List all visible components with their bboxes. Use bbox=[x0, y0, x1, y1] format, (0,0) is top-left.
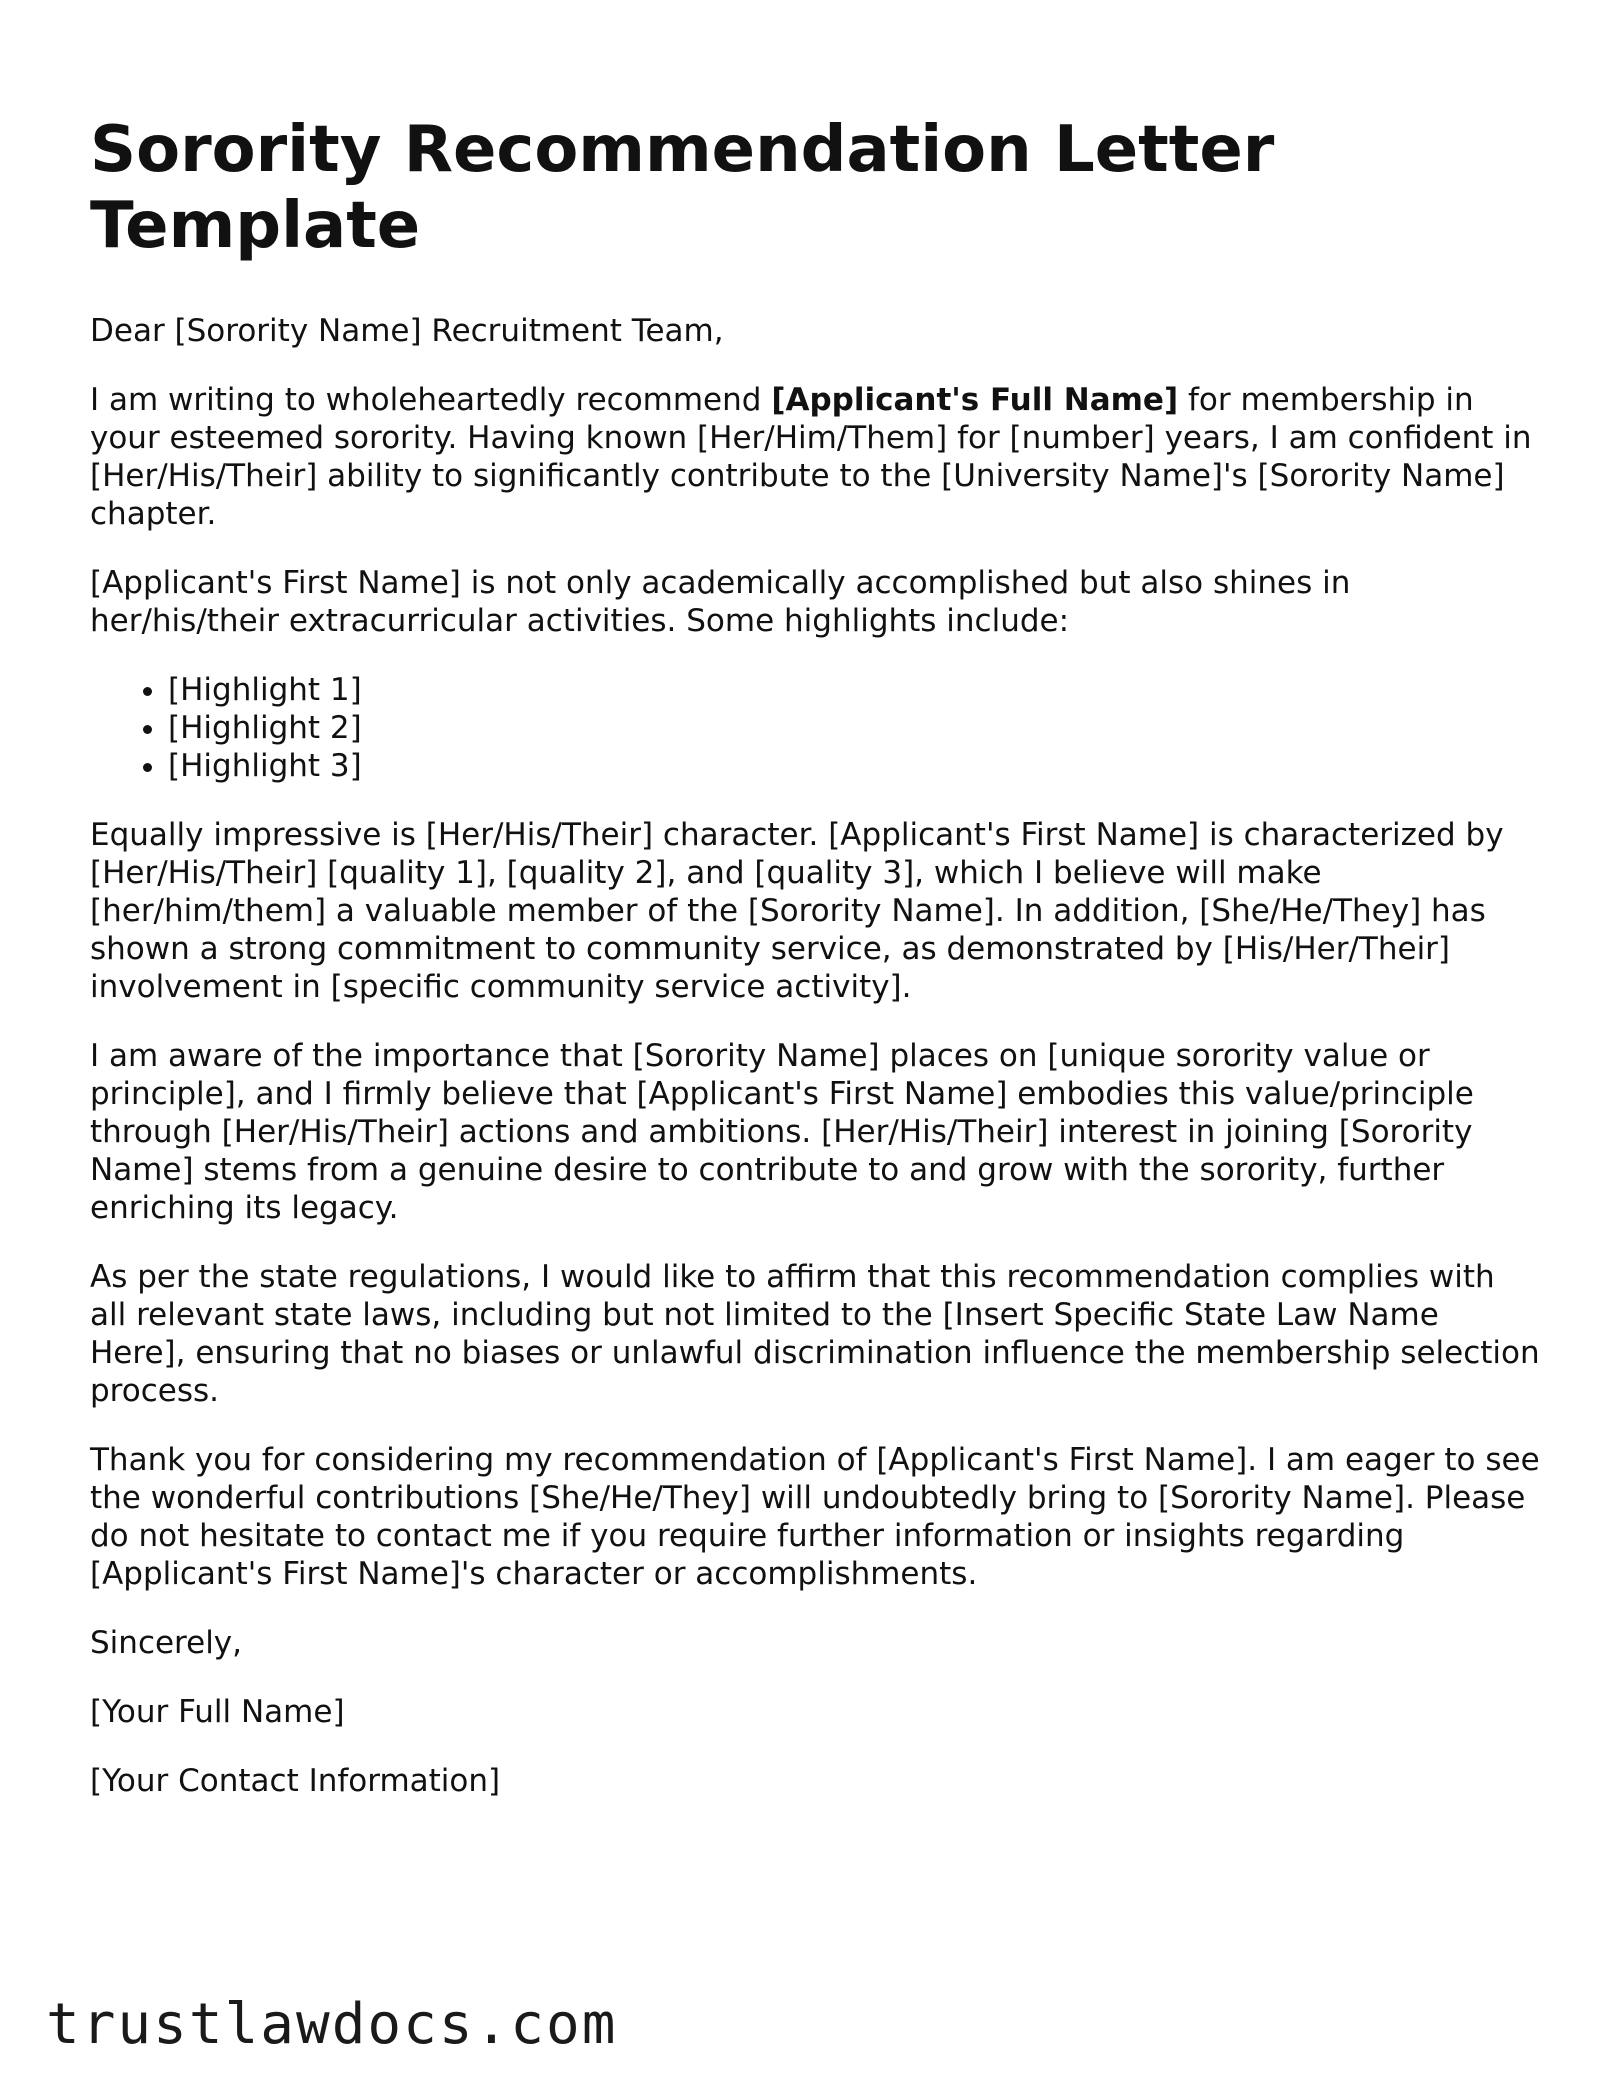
closing-paragraph: Thank you for considering my recommendation of [Applicant's First Name]. I am eager to see the wonderful contributions [She/He/They] will undoubtedly bring to [Sorority Name]. Please do not hesitate to contact me if you require further information or insights regarding [Applicant's First Name]'s character or accomplishments. bbox=[90, 1442, 1540, 1592]
signature-name: [Your Full Name] bbox=[90, 1694, 345, 1730]
signature-contact: [Your Contact Information] bbox=[90, 1763, 501, 1799]
list-item: • [Highlight 3] bbox=[168, 747, 1540, 785]
intro-text-after: for membership in your esteemed sorority. Having known [Her/Him/Them] for [number] years, I am confident in [Her/His/Their] ability to significantly contribute to the [University Name]'s [Sorority Name] chapter. bbox=[90, 382, 1532, 532]
values-paragraph: I am aware of the importance that [Sorority Name] places on [unique sorority value or principle], and I firmly believe that [Applicant's First Name] embodies this value/principle through [Her/His/Their] actions and ambitions. [Her/His/Their] interest in joining [Sorority Name] stems from a genuine desire to contribute to and grow with the sorority, further enriching its legacy. bbox=[90, 1038, 1474, 1226]
intro-paragraph bbox=[90, 381, 1540, 533]
list-item: • [Highlight 1] bbox=[168, 671, 1540, 709]
academics-paragraph: [Applicant's First Name] is not only academically accomplished but also shines in her/his/their extracurricular activities. Some highlights include: bbox=[90, 565, 1351, 639]
list-item: • [Highlight 2] bbox=[168, 709, 1540, 747]
valediction: Sincerely, bbox=[90, 1625, 243, 1661]
compliance-paragraph: As per the state regulations, I would like to affirm that this recommendation complies with all relevant state laws, including but not limited to the [Insert Specific State Law Name Here], ensuring that no biases or unlawful discrimination influence the membership selection process. bbox=[90, 1259, 1540, 1409]
watermark-text: trustlawdocs.com bbox=[46, 1992, 618, 2057]
highlights-list bbox=[90, 671, 1540, 785]
applicant-full-name: [Applicant's Full Name] bbox=[771, 382, 1179, 418]
page-title: Sorority Recommendation Letter Template bbox=[90, 113, 1275, 263]
character-paragraph: Equally impressive is [Her/His/Their] character. [Applicant's First Name] is characterized by [Her/His/Their] [quality 1], [quality 2], and [quality 3], which I believe will make [her/him/them] a valuable member of the [Sorority Name]. In addition, [She/He/They] has shown a strong commitment to community service, as demonstrated by [His/Her/Their] involvement in [specific community service activity]. bbox=[90, 817, 1504, 1005]
letter-page bbox=[90, 112, 1540, 1831]
salutation: Dear [Sorority Name] Recruitment Team, bbox=[90, 313, 724, 349]
intro-text-before: I am writing to wholeheartedly recommend bbox=[90, 382, 772, 418]
